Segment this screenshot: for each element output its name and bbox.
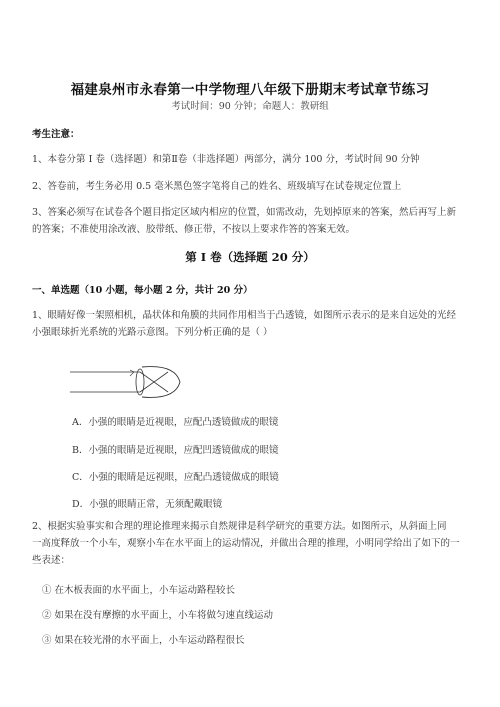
page-title: 福建泉州市永春第一中学物理八年级下册期末考试章节练习 [70,82,430,98]
q2-text-line3: 些表述： [32,555,71,566]
q1-text-line2: 小强眼球折光系统的光路示意图。下列分析正确的是（ ） [32,327,273,338]
q1-option-d: D．小强的眼睛正常，无须配戴眼镜 [72,499,223,510]
q2-item-3: ③ 如果在较光滑的水平面上，小车运动路程很长 [42,635,245,646]
q1-option-b: B．小强的眼睛是近视眼，应配凹透镜做成的眼镜 [72,445,279,456]
notice-item-3: 3、答案必须写在试卷各个题目指定区域内相应的位置，如需改动，先划掉原来的答案，然后再写上新 [32,207,457,218]
eye-lightpath-diagram [70,362,190,402]
q2-item-1: ① 在木板表面的水平面上，小车运动路程较长 [42,585,236,596]
section-title: 第 I 卷（选择题 20 分） [185,250,315,264]
exam-subtitle: 考试时间：90 分钟；命题人：教研组 [171,101,329,112]
q1-text-line1: 1、眼睛好像一架照相机，晶状体和角膜的共同作用相当于凸透镜，如图所示表示的是来自远处的光经 [32,310,457,321]
notice-heading: 考生注意： [32,129,80,140]
q2-text-line2: 一高度释放一个小车，观察小车在水平面上的运动情况，并做出合理的推理，小明同学给出了如下的一 [32,538,460,549]
q2-item-2: ② 如果在没有摩擦的水平面上，小车将做匀速直线运动 [42,610,274,621]
notice-item-3-continued: 的答案；不准使用涂改液、胶带纸、修正带，不按以上要求作答的答案无效。 [32,224,356,235]
q2-text-line1: 2、根据实验事实和合理的理论推理来揭示自然规律是科学研究的重要方法。如图所示，从斜面上同 [32,521,447,532]
q1-option-a: A．小强的眼睛是近视眼，应配凸透镜做成的眼镜 [72,417,279,428]
part-heading: 一、单选题（10 小题，每小题 2 分，共计 20 分） [32,285,253,296]
notice-item-1: 1、本卷分第 I 卷（选择题）和第Ⅱ卷（非选择题）两部分，满分 100 分，考试时间 90 分钟 [32,154,420,165]
q1-option-c: C．小强的眼睛是远视眼，应配凸透镜做成的眼镜 [72,472,279,483]
notice-item-2: 2、答卷前，考生务必用 0.5 毫米黑色签字笔将自己的姓名、班级填写在试卷规定位置上 [32,181,402,192]
